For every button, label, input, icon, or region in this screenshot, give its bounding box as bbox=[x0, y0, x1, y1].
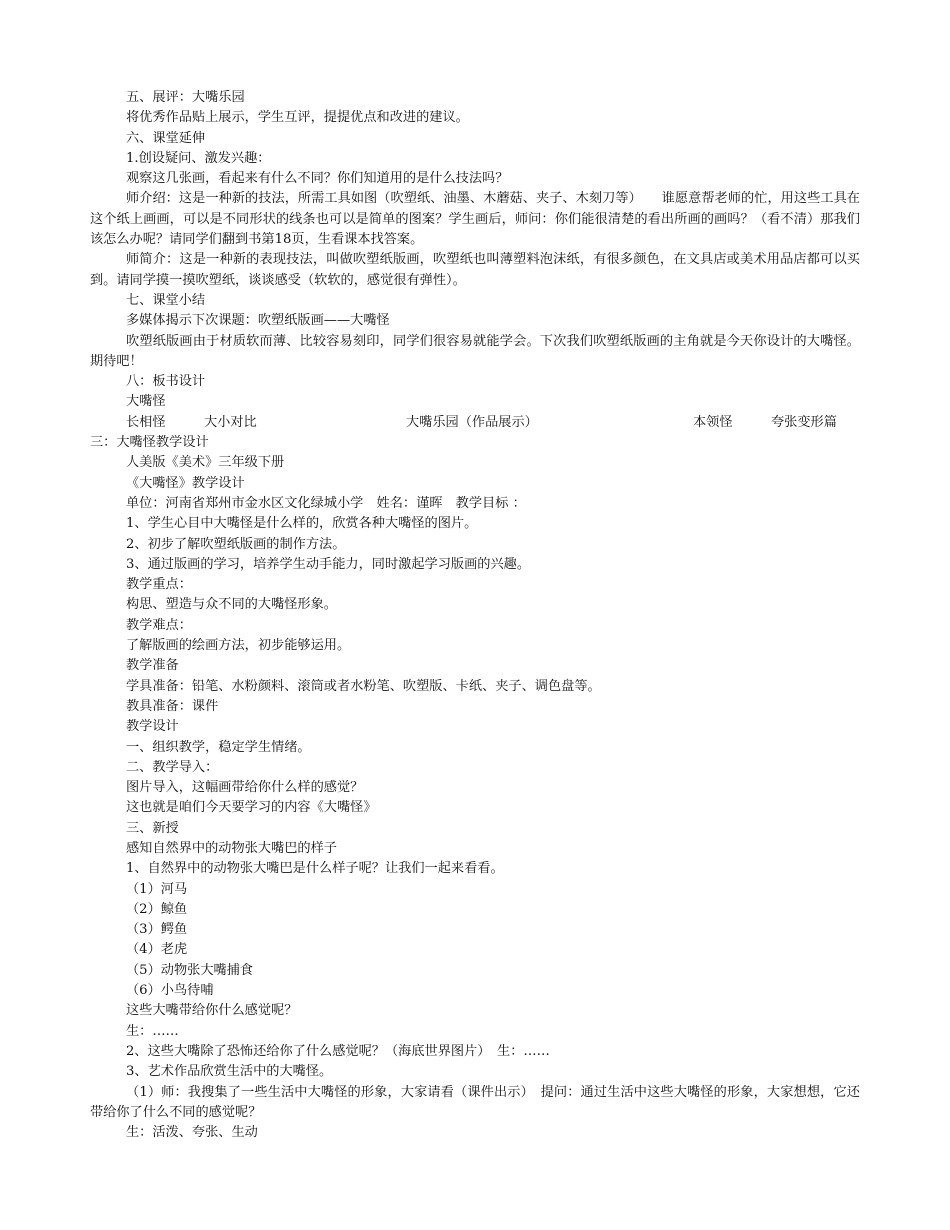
board-title: 大嘴怪 bbox=[126, 394, 166, 410]
paragraph: 1、自然界中的动物张大嘴巴是什么样子呢？让我们一起来看看。 bbox=[126, 861, 504, 877]
paragraph: 2、初步了解吹塑纸版画的制作方法。 bbox=[126, 536, 346, 552]
board-design-row bbox=[90, 413, 860, 433]
paragraph: 3、通过版画的学习，培养学生动手能力，同时激起学习版画的兴趣。 bbox=[126, 556, 531, 572]
paragraph: 图片导入，这幅画带给你什么样的感觉？ bbox=[126, 780, 364, 796]
paragraph: 2、这些大嘴除了恐怖还给你了什么感觉呢？（海底世界图片） 生：…… bbox=[126, 1043, 550, 1059]
board-cell: 本领怪 bbox=[693, 414, 733, 430]
paragraph: 师介绍：这是一种新的技法，所需工具如图（吹塑纸、油墨、木蘑菇、夹子、木刻刀等） 谁愿意帮老师的忙，用这些工具在这个纸上画画，可以是不同形状的线条也可以是简单的图案？学生画后，师问：你们能很清楚的看出所画的画吗？（看不清）那我们该怎么办呢？请同学们翻到书第18页，生看课本找答案。 bbox=[90, 191, 860, 248]
paragraph: 单位：河南省郑州市金水区文化绿城小学 姓名：谨晖 教学目标 ： bbox=[126, 495, 526, 511]
section-heading: 三：大嘴怪教学设计 bbox=[90, 435, 209, 451]
paragraph: 吹塑纸版画由于材质软而薄、比较容易刻印，同学们很容易就能学会。下次我们吹塑纸版画的主角就是今天你设计的大嘴怪。期待吧！ bbox=[90, 333, 860, 369]
paragraph: 1.创设疑问、激发兴趣： bbox=[126, 150, 271, 166]
board-cell: 长相怪 bbox=[126, 414, 166, 430]
paragraph: 观察这几张画，看起来有什么不同？你们知道用的是什么技法吗？ bbox=[126, 171, 509, 187]
document-body bbox=[90, 88, 860, 1143]
paragraph: 将优秀作品贴上展示，学生互评，提提优点和改进的建议。 bbox=[126, 110, 469, 126]
paragraph: 教学重点： bbox=[126, 577, 192, 593]
paragraph: 生：活泼、夸张、生动 bbox=[126, 1125, 258, 1141]
paragraph: 3、艺术作品欣赏生活中的大嘴怪。 bbox=[126, 1064, 333, 1080]
board-cell: 大小对比 bbox=[204, 414, 257, 430]
list-item: （3）鳄鱼 bbox=[126, 922, 188, 938]
paragraph: 了解版画的绘画方法，初步能够运用。 bbox=[126, 638, 351, 654]
paragraph: 教学准备 bbox=[126, 658, 179, 674]
list-item: （1）河马 bbox=[126, 881, 188, 897]
paragraph: 学具准备：铅笔、水粉颜料、滚筒或者水粉笔、吹塑版、卡纸、夹子、调色盘等。 bbox=[126, 678, 601, 694]
paragraph: 多媒体揭示下次课题：吹塑纸版画——大嘴怪 bbox=[126, 313, 390, 329]
list-item: （5）动物张大嘴捕食 bbox=[126, 962, 254, 978]
section-heading: 七、课堂小结 bbox=[126, 292, 206, 308]
paragraph: 《大嘴怪》教学设计 bbox=[126, 475, 245, 491]
paragraph: 教学难点： bbox=[126, 617, 192, 633]
paragraph: 一、组织教学，稳定学生情绪。 bbox=[126, 739, 311, 755]
list-item: （6）小鸟待哺 bbox=[126, 983, 214, 999]
list-item: （4）老虎 bbox=[126, 942, 188, 958]
section-heading: 五、展评：大嘴乐园 bbox=[126, 90, 245, 105]
paragraph: 二、教学导入： bbox=[126, 759, 219, 775]
section-heading: 六、课堂延伸 bbox=[126, 130, 206, 146]
board-cell: 大嘴乐园（作品展示） bbox=[406, 414, 538, 430]
paragraph: 教具准备：课件 bbox=[126, 698, 219, 714]
paragraph: （1）师：我搜集了一些生活中大嘴怪的形象，大家请看（课件出示） 提问：通过生活中这些大嘴怪的形象，大家想想，它还带给你了什么不同的感觉呢？ bbox=[90, 1084, 860, 1120]
board-cell: 夸张变形篇 bbox=[771, 414, 837, 430]
paragraph: 构思、塑造与众不同的大嘴怪形象。 bbox=[126, 597, 337, 613]
paragraph: 人美版《美术》三年级下册 bbox=[126, 455, 285, 471]
section-heading: 八：板书设计 bbox=[126, 374, 206, 390]
paragraph: 三、新授 bbox=[126, 820, 179, 836]
paragraph: 这也就是咱们今天要学习的内容《大嘴怪》 bbox=[126, 800, 377, 816]
paragraph: 1、学生心目中大嘴怪是什么样的，欣赏各种大嘴怪的图片。 bbox=[126, 516, 478, 532]
paragraph: 师简介：这是一种新的表现技法，叫做吹塑纸版画，吹塑纸也叫薄塑料泡沫纸，有很多颜色，在文具店或美术用品店都可以买到。请同学摸一摸吹塑纸，谈谈感受（软软的，感觉很有弹性）。 bbox=[90, 252, 860, 288]
paragraph: 生：…… bbox=[126, 1023, 179, 1039]
list-item: （2）鲸鱼 bbox=[126, 901, 188, 917]
paragraph: 感知自然界中的动物张大嘴巴的样子 bbox=[126, 840, 337, 856]
paragraph: 教学设计 bbox=[126, 719, 179, 735]
paragraph: 这些大嘴带给你什么感觉呢？ bbox=[126, 1003, 298, 1019]
